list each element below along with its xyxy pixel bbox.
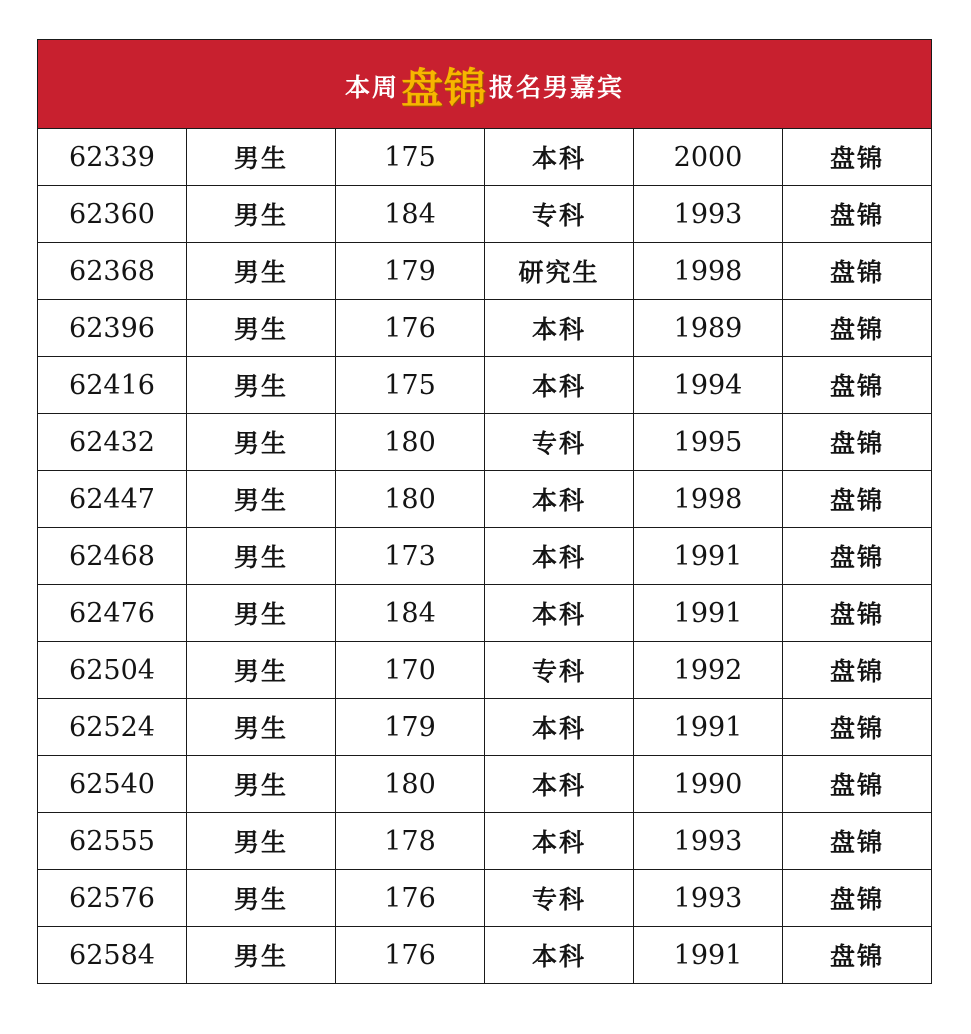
gender-cell: 男生: [187, 243, 336, 300]
birth-year-cell: 1991: [634, 699, 783, 756]
education-cell: 本科: [485, 756, 634, 813]
birth-year-cell: 1995: [634, 414, 783, 471]
city-cell: 盘锦: [783, 300, 932, 357]
table-row: [38, 129, 932, 186]
education-cell: 本科: [485, 357, 634, 414]
height-cell: 176: [336, 927, 485, 984]
gender-cell: 男生: [187, 870, 336, 927]
city-cell: 盘锦: [783, 357, 932, 414]
education-cell: 专科: [485, 870, 634, 927]
height-cell: 180: [336, 756, 485, 813]
education-cell: 本科: [485, 471, 634, 528]
city-cell: 盘锦: [783, 414, 932, 471]
city-cell: 盘锦: [783, 870, 932, 927]
birth-year-cell: 1991: [634, 927, 783, 984]
member-id-cell: 62524: [38, 699, 187, 756]
gender-cell: 男生: [187, 699, 336, 756]
city-cell: 盘锦: [783, 699, 932, 756]
city-cell: 盘锦: [783, 243, 932, 300]
title-highlight-city: 盘锦: [401, 64, 488, 113]
birth-year-cell: 1994: [634, 357, 783, 414]
birth-year-cell: 2000: [634, 129, 783, 186]
table-row: [38, 414, 932, 471]
registrants-table: [37, 39, 932, 984]
height-cell: 179: [336, 699, 485, 756]
height-cell: 180: [336, 471, 485, 528]
birth-year-cell: 1993: [634, 870, 783, 927]
gender-cell: 男生: [187, 756, 336, 813]
member-id-cell: 62468: [38, 528, 187, 585]
table-body: [38, 129, 932, 984]
birth-year-cell: 1991: [634, 528, 783, 585]
city-cell: 盘锦: [783, 756, 932, 813]
member-id-cell: 62576: [38, 870, 187, 927]
city-cell: 盘锦: [783, 129, 932, 186]
height-cell: 170: [336, 642, 485, 699]
education-cell: 研究生: [485, 243, 634, 300]
member-id-cell: 62476: [38, 585, 187, 642]
height-cell: 173: [336, 528, 485, 585]
education-cell: 专科: [485, 642, 634, 699]
gender-cell: 男生: [187, 300, 336, 357]
table-row: [38, 585, 932, 642]
member-id-cell: 62339: [38, 129, 187, 186]
education-cell: 本科: [485, 699, 634, 756]
table-row: [38, 186, 932, 243]
city-cell: 盘锦: [783, 528, 932, 585]
height-cell: 178: [336, 813, 485, 870]
gender-cell: 男生: [187, 186, 336, 243]
education-cell: 本科: [485, 927, 634, 984]
height-cell: 184: [336, 585, 485, 642]
height-cell: 176: [336, 300, 485, 357]
gender-cell: 男生: [187, 414, 336, 471]
city-cell: 盘锦: [783, 585, 932, 642]
education-cell: 专科: [485, 186, 634, 243]
table-row: [38, 471, 932, 528]
education-cell: 本科: [485, 585, 634, 642]
member-id-cell: 62396: [38, 300, 187, 357]
city-cell: 盘锦: [783, 471, 932, 528]
gender-cell: 男生: [187, 642, 336, 699]
gender-cell: 男生: [187, 357, 336, 414]
member-id-cell: 62447: [38, 471, 187, 528]
birth-year-cell: 1989: [634, 300, 783, 357]
table-row: [38, 300, 932, 357]
title-suffix: 报名男嘉宾: [489, 73, 625, 102]
birth-year-cell: 1993: [634, 186, 783, 243]
birth-year-cell: 1998: [634, 243, 783, 300]
education-cell: 本科: [485, 300, 634, 357]
city-cell: 盘锦: [783, 186, 932, 243]
education-cell: 本科: [485, 813, 634, 870]
table-row: [38, 528, 932, 585]
table-row: [38, 927, 932, 984]
gender-cell: 男生: [187, 813, 336, 870]
member-id-cell: 62432: [38, 414, 187, 471]
gender-cell: 男生: [187, 471, 336, 528]
member-id-cell: 62540: [38, 756, 187, 813]
birth-year-cell: 1993: [634, 813, 783, 870]
height-cell: 184: [336, 186, 485, 243]
table-row: [38, 756, 932, 813]
member-id-cell: 62416: [38, 357, 187, 414]
gender-cell: 男生: [187, 927, 336, 984]
birth-year-cell: 1990: [634, 756, 783, 813]
member-id-cell: 62504: [38, 642, 187, 699]
height-cell: 180: [336, 414, 485, 471]
member-id-cell: 62584: [38, 927, 187, 984]
city-cell: 盘锦: [783, 927, 932, 984]
gender-cell: 男生: [187, 129, 336, 186]
education-cell: 专科: [485, 414, 634, 471]
birth-year-cell: 1998: [634, 471, 783, 528]
table-row: [38, 642, 932, 699]
table-row: [38, 357, 932, 414]
birth-year-cell: 1992: [634, 642, 783, 699]
education-cell: 本科: [485, 129, 634, 186]
city-cell: 盘锦: [783, 642, 932, 699]
education-cell: 本科: [485, 528, 634, 585]
city-cell: 盘锦: [783, 813, 932, 870]
gender-cell: 男生: [187, 528, 336, 585]
member-id-cell: 62368: [38, 243, 187, 300]
page-title: [38, 40, 932, 129]
title-group: [345, 56, 624, 116]
table-row: [38, 699, 932, 756]
title-prefix: 本周: [344, 73, 399, 102]
height-cell: 176: [336, 870, 485, 927]
table-row: [38, 813, 932, 870]
table-row: [38, 243, 932, 300]
height-cell: 175: [336, 129, 485, 186]
gender-cell: 男生: [187, 585, 336, 642]
table-row: [38, 870, 932, 927]
header-row: [38, 40, 932, 129]
height-cell: 179: [336, 243, 485, 300]
member-id-cell: 62555: [38, 813, 187, 870]
member-id-cell: 62360: [38, 186, 187, 243]
birth-year-cell: 1991: [634, 585, 783, 642]
height-cell: 175: [336, 357, 485, 414]
